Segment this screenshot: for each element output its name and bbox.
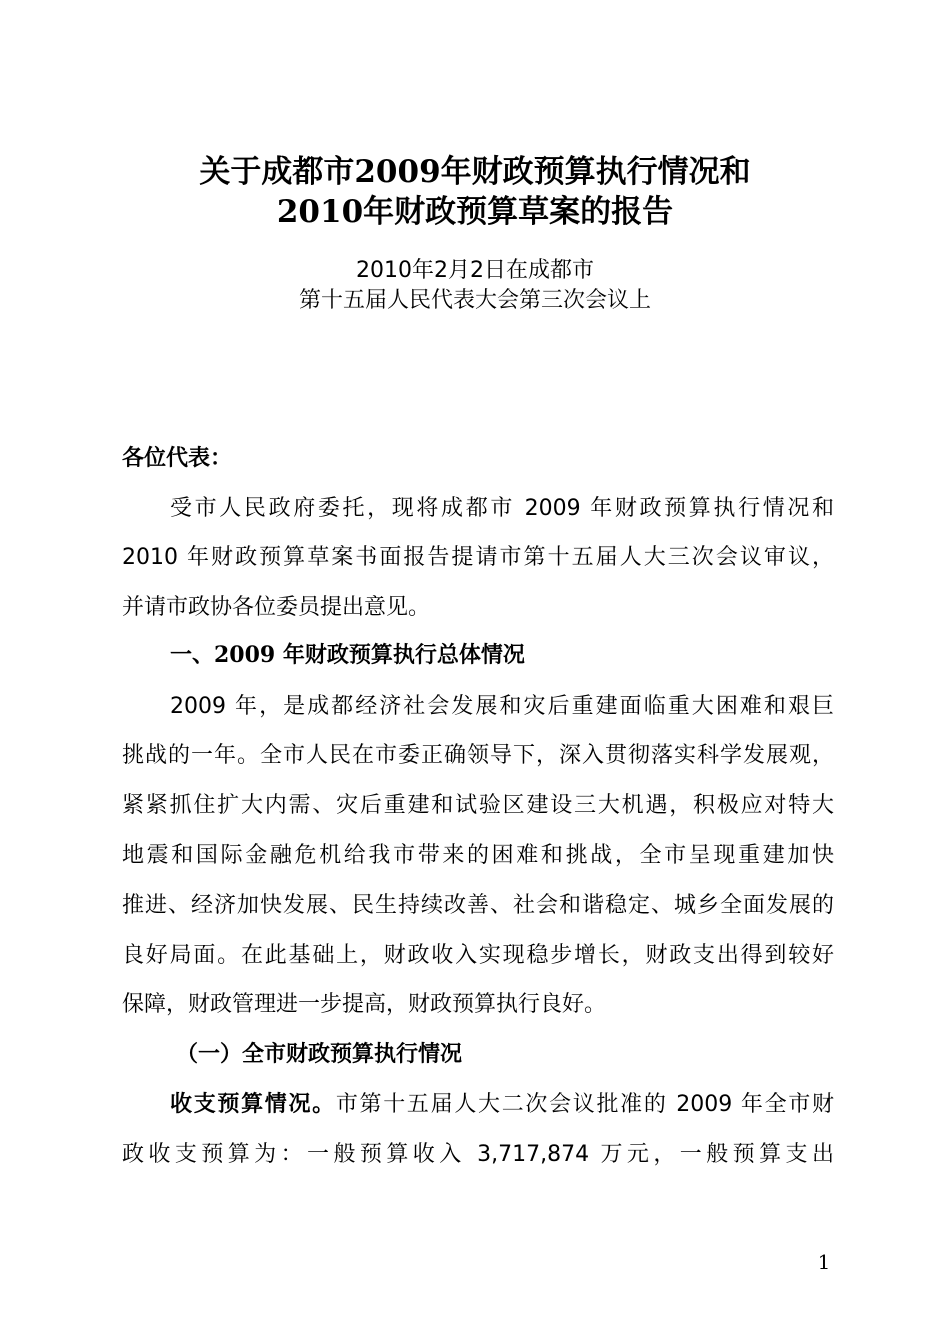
meeting-date-line: 2010年2月2日在成都市 — [356, 258, 594, 283]
paragraph-2-line-4: 地震和国际金融危机给我市带来的困难和挑战，全市呈现重建加快 — [122, 843, 834, 868]
paragraph-1-line-3: 并请市政协各位委员提出意见。 — [122, 595, 431, 620]
paragraph-1-line-1: 受市人民政府委托，现将成都市 2009 年财政预算执行情况和 — [170, 496, 834, 521]
page-number: 1 — [817, 1250, 831, 1274]
paragraph-3-line-2: 政收支预算为：一般预算收入 3,717,874 万元，一般预算支出 — [122, 1142, 834, 1167]
report-title-line-2: 2010年财政预算草案的报告 — [276, 194, 674, 230]
meeting-name-line: 第十五届人民代表大会第三次会议上 — [298, 288, 651, 313]
paragraph-3-line-1 — [170, 1090, 834, 1120]
report-title-line-1: 关于成都市2009年财政预算执行情况和 — [199, 154, 751, 190]
subsection-heading-1: （一）全市财政预算执行情况 — [176, 1042, 463, 1067]
paragraph-2-line-7: 保障，财政管理进一步提高，财政预算执行良好。 — [122, 992, 607, 1017]
paragraph-2-line-3: 紧紧抓住扩大内需、灾后重建和试验区建设三大机遇，积极应对特大 — [122, 793, 834, 818]
section-heading-1: 一、2009 年财政预算执行总体情况 — [170, 642, 525, 668]
lead-bold-phrase: 收支预算情况。 — [170, 1092, 336, 1117]
paragraph-2-line-5: 推进、经济加快发展、民生持续改善、社会和谐稳定、城乡全面发展的 — [122, 893, 834, 918]
paragraph-2-line-1: 2009 年，是成都经济社会发展和灾后重建面临重大困难和艰巨 — [170, 694, 834, 719]
paragraph-2-line-2: 挑战的一年。全市人民在市委正确领导下，深入贯彻落实科学发展观， — [122, 743, 834, 768]
salutation: 各位代表： — [122, 446, 233, 471]
paragraph-1-line-2: 2010 年财政预算草案书面报告提请市第十五届人大三次会议审议， — [122, 545, 834, 570]
paragraph-3-line-1-text: 市第十五届人大二次会议批准的 2009 年全市财 — [335, 1092, 834, 1117]
paragraph-2-line-6: 良好局面。在此基础上，财政收入实现稳步增长，财政支出得到较好 — [122, 943, 834, 968]
